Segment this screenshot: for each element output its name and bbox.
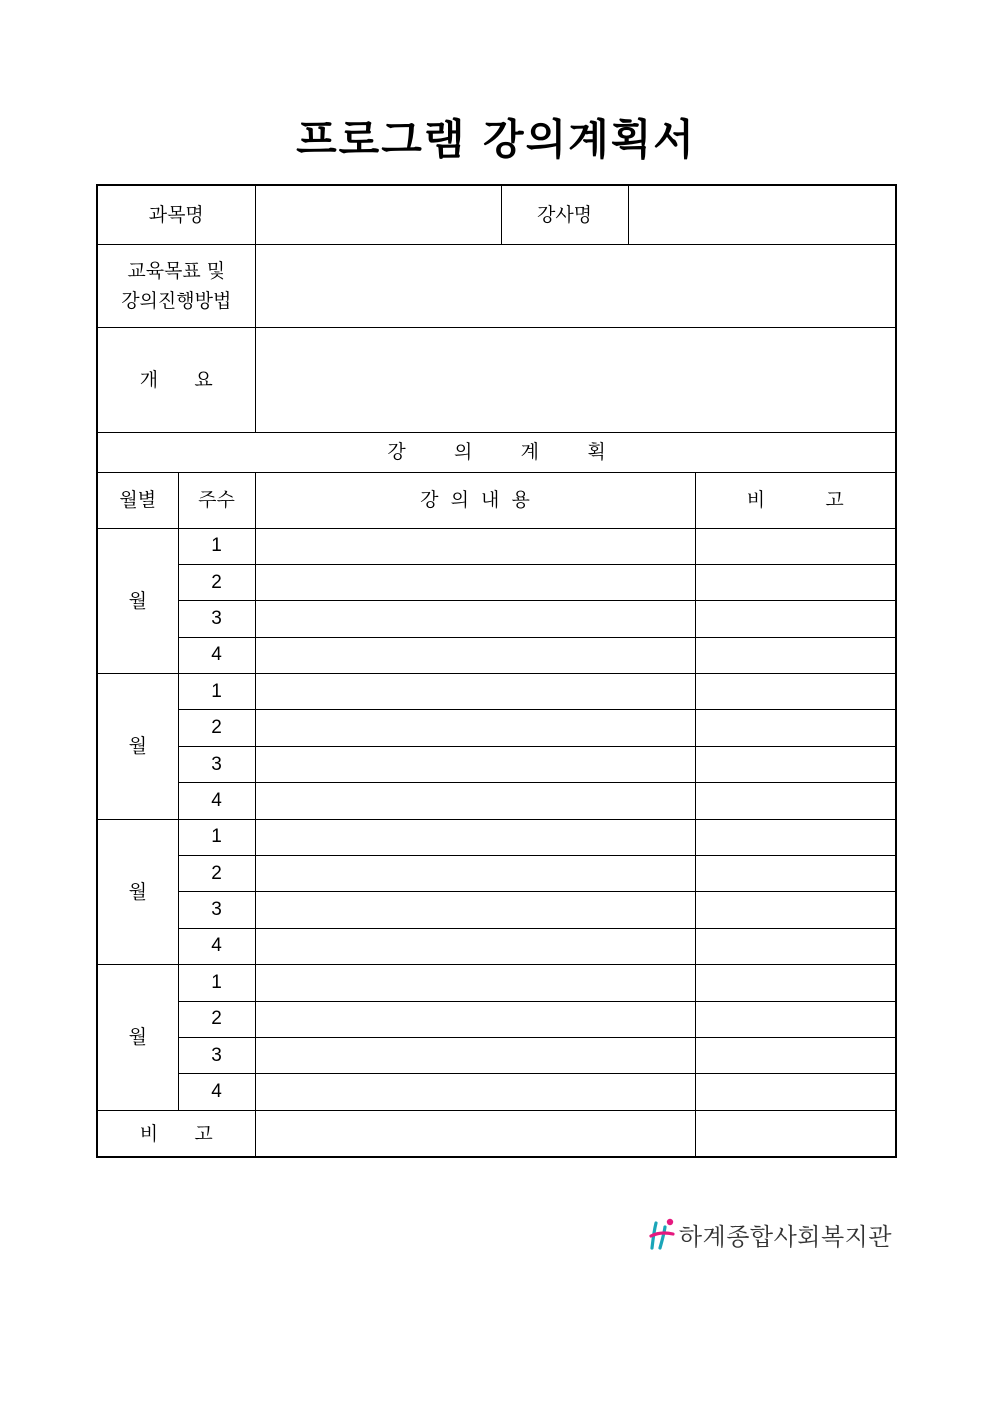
month-cell[interactable]: 월 bbox=[97, 965, 178, 1111]
organization-name: 하계종합사회복지관 bbox=[678, 1222, 892, 1251]
schedule-row bbox=[97, 1074, 896, 1110]
goal-label-line2: 강의진행방법 bbox=[121, 289, 232, 312]
note-field[interactable] bbox=[695, 892, 896, 928]
lecture-content-field[interactable] bbox=[255, 1001, 695, 1037]
lecture-content-field[interactable] bbox=[255, 783, 695, 819]
lecture-content-field[interactable] bbox=[255, 637, 695, 673]
week-number: 2 bbox=[178, 564, 255, 600]
plan-section-header: 강 의 계 획 bbox=[97, 432, 896, 472]
goal-label-line1: 교육목표 및 bbox=[127, 259, 226, 282]
schedule-row bbox=[97, 746, 896, 782]
instructor-label: 강사명 bbox=[501, 185, 628, 244]
lecture-content-field[interactable] bbox=[255, 892, 695, 928]
schedule-row bbox=[97, 710, 896, 746]
month-cell[interactable]: 월 bbox=[97, 674, 178, 820]
week-number: 1 bbox=[178, 819, 255, 855]
col-header-content: 강 의 내 용 bbox=[255, 472, 695, 528]
lecture-content-field[interactable] bbox=[255, 710, 695, 746]
schedule-row bbox=[97, 856, 896, 892]
instructor-field[interactable] bbox=[628, 185, 896, 244]
remarks-note-field[interactable] bbox=[695, 1110, 896, 1157]
subject-label: 과목명 bbox=[97, 185, 255, 244]
footer-logo bbox=[649, 1217, 892, 1251]
note-field[interactable] bbox=[695, 819, 896, 855]
note-field[interactable] bbox=[695, 965, 896, 1001]
schedule-row bbox=[97, 783, 896, 819]
month-cell[interactable]: 월 bbox=[97, 819, 178, 965]
schedule-row bbox=[97, 528, 896, 564]
note-field[interactable] bbox=[695, 928, 896, 964]
note-field[interactable] bbox=[695, 1037, 896, 1073]
lecture-content-field[interactable] bbox=[255, 601, 695, 637]
schedule-row bbox=[97, 564, 896, 600]
note-field[interactable] bbox=[695, 856, 896, 892]
schedule-row bbox=[97, 1037, 896, 1073]
hagye-logo-icon bbox=[649, 1217, 677, 1251]
lecture-content-field[interactable] bbox=[255, 819, 695, 855]
lecture-content-field[interactable] bbox=[255, 528, 695, 564]
schedule-body bbox=[97, 528, 896, 1110]
note-field[interactable] bbox=[695, 528, 896, 564]
schedule-row bbox=[97, 965, 896, 1001]
note-field[interactable] bbox=[695, 637, 896, 673]
col-header-week: 주수 bbox=[178, 472, 255, 528]
week-number: 4 bbox=[178, 783, 255, 819]
week-number: 4 bbox=[178, 928, 255, 964]
lecture-plan-table bbox=[96, 184, 897, 1158]
month-cell[interactable]: 월 bbox=[97, 528, 178, 674]
week-number: 3 bbox=[178, 892, 255, 928]
remarks-field[interactable] bbox=[255, 1110, 695, 1157]
week-number: 3 bbox=[178, 601, 255, 637]
subject-field[interactable] bbox=[255, 185, 501, 244]
week-number: 3 bbox=[178, 1037, 255, 1073]
week-number: 1 bbox=[178, 674, 255, 710]
week-number: 1 bbox=[178, 965, 255, 1001]
lecture-content-field[interactable] bbox=[255, 1037, 695, 1073]
note-field[interactable] bbox=[695, 1074, 896, 1110]
week-number: 4 bbox=[178, 637, 255, 673]
note-field[interactable] bbox=[695, 746, 896, 782]
schedule-row bbox=[97, 1001, 896, 1037]
week-number: 2 bbox=[178, 1001, 255, 1037]
schedule-row bbox=[97, 892, 896, 928]
note-field[interactable] bbox=[695, 564, 896, 600]
schedule-row bbox=[97, 601, 896, 637]
lecture-content-field[interactable] bbox=[255, 674, 695, 710]
schedule-row bbox=[97, 674, 896, 710]
week-number: 3 bbox=[178, 746, 255, 782]
note-field[interactable] bbox=[695, 674, 896, 710]
note-field[interactable] bbox=[695, 1001, 896, 1037]
goal-field[interactable] bbox=[255, 244, 896, 327]
lecture-content-field[interactable] bbox=[255, 1074, 695, 1110]
schedule-row bbox=[97, 637, 896, 673]
lecture-content-field[interactable] bbox=[255, 746, 695, 782]
schedule-row bbox=[97, 819, 896, 855]
week-number: 1 bbox=[178, 528, 255, 564]
goal-label bbox=[97, 244, 255, 327]
lecture-content-field[interactable] bbox=[255, 856, 695, 892]
document-title: 프로그램 강의계획서 bbox=[296, 115, 696, 164]
summary-field[interactable] bbox=[255, 327, 896, 432]
remarks-label: 비 고 bbox=[97, 1110, 255, 1157]
week-number: 4 bbox=[178, 1074, 255, 1110]
summary-label: 개 요 bbox=[97, 327, 255, 432]
week-number: 2 bbox=[178, 856, 255, 892]
lecture-content-field[interactable] bbox=[255, 928, 695, 964]
week-number: 2 bbox=[178, 710, 255, 746]
note-field[interactable] bbox=[695, 710, 896, 746]
col-header-note: 비 고 bbox=[695, 472, 896, 528]
lecture-content-field[interactable] bbox=[255, 965, 695, 1001]
lecture-content-field[interactable] bbox=[255, 564, 695, 600]
note-field[interactable] bbox=[695, 601, 896, 637]
col-header-month: 월별 bbox=[97, 472, 178, 528]
schedule-row bbox=[97, 928, 896, 964]
note-field[interactable] bbox=[695, 783, 896, 819]
